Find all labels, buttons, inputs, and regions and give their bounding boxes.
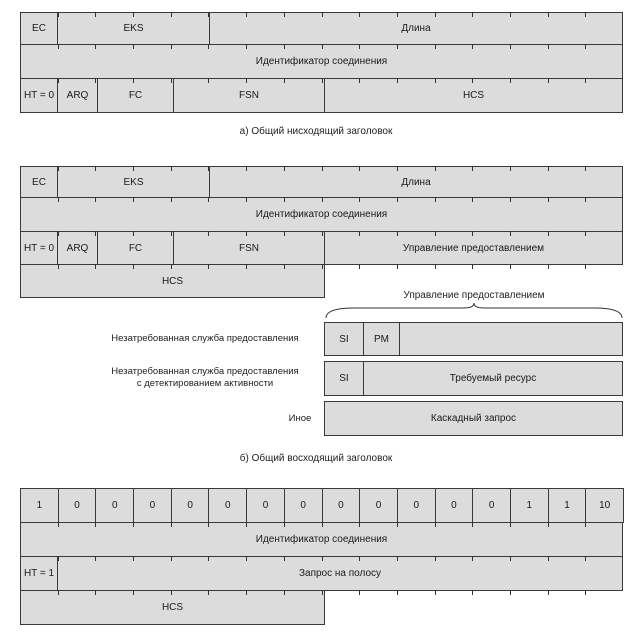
bit-cell: 0 xyxy=(284,488,323,523)
tick-mark xyxy=(322,231,323,236)
tick-mark xyxy=(472,590,473,595)
tick-mark xyxy=(472,166,473,171)
tick-mark xyxy=(133,44,134,49)
tick-mark xyxy=(585,44,586,49)
fc-field: FC xyxy=(97,78,174,113)
arq-field: ARQ xyxy=(57,78,98,113)
tick-mark xyxy=(171,78,172,83)
tick-mark xyxy=(208,12,209,17)
tick-mark xyxy=(246,556,247,561)
tick-mark xyxy=(208,264,209,269)
bit-cell: 1 xyxy=(548,488,587,523)
ht-field: HT = 0 xyxy=(20,78,58,113)
bit-cell: 0 xyxy=(322,488,361,523)
tick-mark xyxy=(510,44,511,49)
tick-mark xyxy=(95,12,96,17)
tick-mark xyxy=(548,264,549,269)
tick-mark xyxy=(171,197,172,202)
tick-mark xyxy=(585,264,586,269)
tick-mark xyxy=(585,556,586,561)
tick-mark xyxy=(58,12,59,17)
tick-mark xyxy=(246,12,247,17)
eks-field: EKS xyxy=(57,12,210,45)
connection-id-field: Идентификатор соединения xyxy=(20,522,623,557)
tick-mark xyxy=(510,522,511,527)
tick-mark xyxy=(548,166,549,171)
tick-mark xyxy=(171,166,172,171)
tick-mark xyxy=(208,522,209,527)
tick-mark xyxy=(548,590,549,595)
tick-mark xyxy=(322,12,323,17)
tick-mark xyxy=(510,166,511,171)
tick-mark xyxy=(58,44,59,49)
tick-mark xyxy=(435,522,436,527)
requested-resource-field: Требуемый ресурс xyxy=(363,361,623,396)
tick-mark xyxy=(133,522,134,527)
tick-mark xyxy=(397,197,398,202)
tick-mark xyxy=(284,231,285,236)
bit-cell: 10 xyxy=(585,488,624,523)
tick-mark xyxy=(548,44,549,49)
tick-mark xyxy=(472,78,473,83)
hcs-field: HCS xyxy=(20,264,325,298)
tick-mark xyxy=(585,590,586,595)
grant-management-brace xyxy=(324,302,624,322)
tick-mark xyxy=(472,44,473,49)
tick-mark xyxy=(95,590,96,595)
ugs-remaining-field xyxy=(399,322,623,356)
tick-mark xyxy=(284,264,285,269)
tick-mark xyxy=(284,78,285,83)
tick-mark xyxy=(246,590,247,595)
tick-mark xyxy=(95,556,96,561)
tick-mark xyxy=(208,556,209,561)
pm-field: PM xyxy=(363,322,400,356)
connection-id-field: Идентификатор соединения xyxy=(20,44,623,79)
tick-mark xyxy=(548,197,549,202)
bit-cell: 0 xyxy=(397,488,436,523)
tick-mark xyxy=(133,12,134,17)
tick-mark xyxy=(510,78,511,83)
tick-mark xyxy=(359,166,360,171)
tick-mark xyxy=(397,590,398,595)
tick-mark xyxy=(246,44,247,49)
tick-mark xyxy=(95,197,96,202)
connection-id-field: Идентификатор соединения xyxy=(20,197,623,232)
tick-mark xyxy=(397,556,398,561)
ugs-label: Незатребованная служба предоставления xyxy=(111,333,299,344)
tick-mark xyxy=(58,197,59,202)
bit-cell: 0 xyxy=(472,488,511,523)
tick-mark xyxy=(284,44,285,49)
tick-mark xyxy=(510,590,511,595)
tick-mark xyxy=(359,197,360,202)
arq-field: ARQ xyxy=(57,231,98,265)
tick-mark xyxy=(322,590,323,595)
tick-mark xyxy=(322,556,323,561)
hcs-field: HCS xyxy=(324,78,623,113)
tick-mark xyxy=(133,264,134,269)
ht-field: HT = 1 xyxy=(20,556,58,591)
tick-mark xyxy=(246,231,247,236)
tick-mark xyxy=(95,166,96,171)
tick-mark xyxy=(133,590,134,595)
tick-mark xyxy=(397,44,398,49)
tick-mark xyxy=(208,44,209,49)
tick-mark xyxy=(472,522,473,527)
tick-mark xyxy=(435,197,436,202)
ugs-ad-label: Незатребованная служба предоставления с детектированием активности xyxy=(111,366,299,389)
tick-mark xyxy=(58,78,59,83)
tick-mark xyxy=(435,78,436,83)
tick-mark xyxy=(510,12,511,17)
tick-mark xyxy=(359,522,360,527)
tick-mark xyxy=(359,44,360,49)
ht-field: HT = 0 xyxy=(20,231,58,265)
tick-mark xyxy=(397,264,398,269)
tick-mark xyxy=(435,590,436,595)
tick-mark xyxy=(58,264,59,269)
bit-cell: 1 xyxy=(510,488,549,523)
tick-mark xyxy=(585,78,586,83)
fc-field: FC xyxy=(97,231,174,265)
tick-mark xyxy=(472,197,473,202)
grant-management-title: Управление предоставлением xyxy=(403,290,545,301)
tick-mark xyxy=(95,231,96,236)
tick-mark xyxy=(548,231,549,236)
tick-mark xyxy=(548,556,549,561)
tick-mark xyxy=(284,522,285,527)
tick-mark xyxy=(95,44,96,49)
fsn-field: FSN xyxy=(173,231,325,265)
tick-mark xyxy=(95,264,96,269)
downlink-header-caption: а) Общий нисходящий заголовок xyxy=(239,126,393,137)
tick-mark xyxy=(435,44,436,49)
tick-mark xyxy=(58,522,59,527)
bit-cell: 0 xyxy=(208,488,247,523)
tick-mark xyxy=(359,264,360,269)
tick-mark xyxy=(171,522,172,527)
tick-mark xyxy=(510,231,511,236)
tick-mark xyxy=(208,166,209,171)
fsn-field: FSN xyxy=(173,78,325,113)
tick-mark xyxy=(284,197,285,202)
si-field: SI xyxy=(324,322,364,356)
tick-mark xyxy=(359,231,360,236)
tick-mark xyxy=(284,590,285,595)
tick-mark xyxy=(548,78,549,83)
tick-mark xyxy=(322,44,323,49)
tick-mark xyxy=(246,264,247,269)
tick-mark xyxy=(435,12,436,17)
tick-mark xyxy=(133,78,134,83)
tick-mark xyxy=(133,166,134,171)
tick-mark xyxy=(510,556,511,561)
tick-mark xyxy=(397,12,398,17)
tick-mark xyxy=(397,231,398,236)
tick-mark xyxy=(171,12,172,17)
tick-mark xyxy=(208,231,209,236)
tick-mark xyxy=(171,590,172,595)
tick-mark xyxy=(95,522,96,527)
bit-cell: 0 xyxy=(58,488,97,523)
bit-cell: 0 xyxy=(133,488,172,523)
grant-management-field: Управление предоставлением xyxy=(324,231,623,265)
tick-mark xyxy=(246,197,247,202)
bit-cell: 0 xyxy=(246,488,285,523)
tick-mark xyxy=(208,197,209,202)
tick-mark xyxy=(133,556,134,561)
tick-mark xyxy=(472,12,473,17)
tick-mark xyxy=(208,78,209,83)
tick-mark xyxy=(58,556,59,561)
tick-mark xyxy=(284,166,285,171)
tick-mark xyxy=(284,12,285,17)
tick-mark xyxy=(510,264,511,269)
tick-mark xyxy=(171,264,172,269)
bit-cell: 1 xyxy=(20,488,59,523)
tick-mark xyxy=(359,556,360,561)
piggyback-request-field: Каскадный запрос xyxy=(324,401,623,436)
tick-mark xyxy=(585,12,586,17)
tick-mark xyxy=(133,231,134,236)
tick-mark xyxy=(435,166,436,171)
tick-mark xyxy=(171,231,172,236)
tick-mark xyxy=(359,12,360,17)
ec-field: EC xyxy=(20,12,58,45)
tick-mark xyxy=(95,78,96,83)
tick-mark xyxy=(359,78,360,83)
tick-mark xyxy=(435,264,436,269)
tick-mark xyxy=(585,197,586,202)
tick-mark xyxy=(322,78,323,83)
tick-mark xyxy=(246,78,247,83)
ec-field: EC xyxy=(20,166,58,198)
tick-mark xyxy=(397,522,398,527)
tick-mark xyxy=(58,590,59,595)
tick-mark xyxy=(208,590,209,595)
tick-mark xyxy=(548,12,549,17)
tick-mark xyxy=(548,522,549,527)
tick-mark xyxy=(133,197,134,202)
bit-cell: 0 xyxy=(95,488,134,523)
tick-mark xyxy=(322,197,323,202)
tick-mark xyxy=(284,556,285,561)
tick-mark xyxy=(510,197,511,202)
tick-mark xyxy=(171,556,172,561)
bandwidth-request-field: Запрос на полосу xyxy=(57,556,623,591)
bit-cell: 0 xyxy=(359,488,398,523)
length-field: Длина xyxy=(209,166,623,198)
tick-mark xyxy=(435,556,436,561)
tick-mark xyxy=(397,166,398,171)
tick-mark xyxy=(246,166,247,171)
tick-mark xyxy=(359,590,360,595)
tick-mark xyxy=(322,264,323,269)
tick-mark xyxy=(585,522,586,527)
tick-mark xyxy=(397,78,398,83)
tick-mark xyxy=(472,231,473,236)
tick-mark xyxy=(246,522,247,527)
tick-mark xyxy=(322,166,323,171)
tick-mark xyxy=(171,44,172,49)
uplink-header-caption: б) Общий восходящий заголовок xyxy=(239,453,393,464)
tick-mark xyxy=(58,231,59,236)
tick-mark xyxy=(58,166,59,171)
si-field: SI xyxy=(324,361,364,396)
bit-cell: 0 xyxy=(435,488,474,523)
tick-mark xyxy=(585,231,586,236)
eks-field: EKS xyxy=(57,166,210,198)
length-field: Длина xyxy=(209,12,623,45)
hcs-field: HCS xyxy=(20,590,325,625)
tick-mark xyxy=(472,264,473,269)
tick-mark xyxy=(322,522,323,527)
tick-mark xyxy=(585,166,586,171)
tick-mark xyxy=(435,231,436,236)
bit-cell: 0 xyxy=(171,488,210,523)
other-label: Иное xyxy=(288,413,312,424)
tick-mark xyxy=(472,556,473,561)
